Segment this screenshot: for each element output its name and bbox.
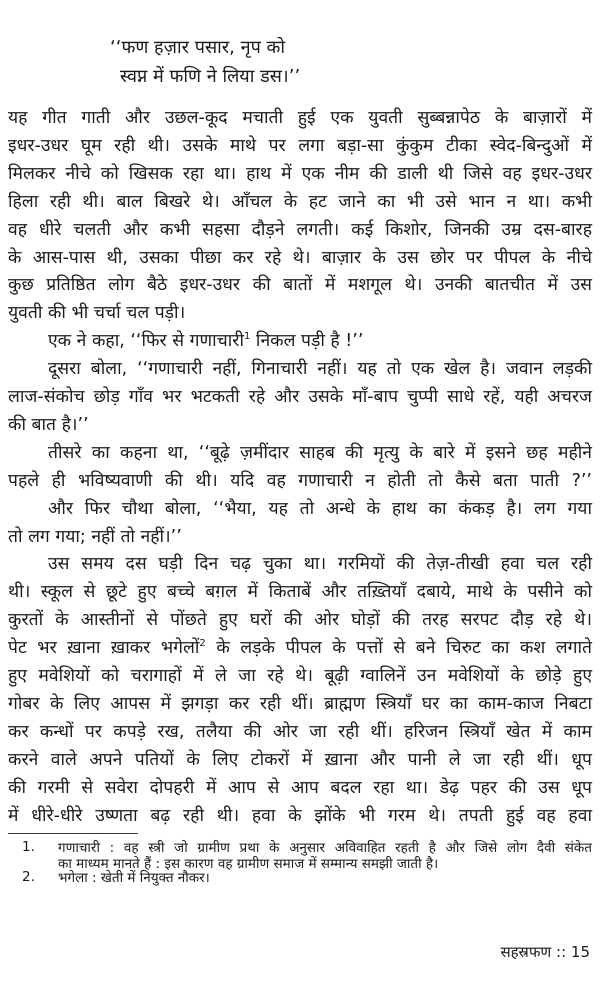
- body-line: [48, 497, 592, 523]
- body-line-text: उस समय दस घड़ी दिन चढ़ चुका था। गरमियों की तेज़-तीखी हवा चल रही: [48, 554, 592, 575]
- body-line: [8, 273, 592, 299]
- footnote-text: गणाचारी : वह स्त्री जो ग्रामीण प्रथा के अनुसार अविवाहित रहती है और जिसे लोग दैवी संकेत: [58, 840, 592, 856]
- body-line: [8, 664, 592, 690]
- body-line-text: दूसरा बोला, ‘‘गणाचारी नहीं, गिनाचारी नहीं। यह तो एक खेल है। जवान लड़की: [48, 359, 592, 380]
- body-line-text: गोबर के लिए आपस में झगड़ा कर रही थीं। ब्राह्मण स्त्रियाँ घर का काम-काज निबटा: [8, 693, 592, 714]
- body-line-text: थी। स्कूल से छूटे हुए बच्चे बग़ल में किताबें और तख़्तियाँ दबाये, माथे के पसीने को: [8, 582, 592, 603]
- body-line: [8, 106, 592, 132]
- body-line-text: के आस-पास थी, उसका पीछा कर रहे थे। बाज़ार के उस छोर पर पीपल के नीचे: [8, 247, 592, 268]
- body-line-text: कुछ प्रतिष्ठित लोग बैठे इधर-उधर की बातों में मशगूल थे। उनकी बातचीत में उस: [8, 275, 592, 296]
- body-line: [8, 692, 592, 718]
- poem-line: ‘‘फण हज़ार पसार, नृप को: [110, 37, 285, 58]
- body-line: [8, 162, 592, 188]
- body-line: [8, 385, 592, 411]
- body-line: [8, 218, 592, 244]
- body-line-text: करने वाले अपने पतियों के लिए टोकरों में ख़ाना और पानी ले जा रही थीं। धूप: [8, 749, 592, 770]
- body-line: [8, 580, 592, 606]
- body-line-text: युवती की भी चर्चा चल पड़ी।: [8, 303, 186, 324]
- body-line: [8, 804, 592, 830]
- body-line: [8, 608, 592, 634]
- body-line-text: की बात है।’’: [8, 414, 89, 435]
- body-line-text: पहले ही भविष्यवाणी की थी। यदि वह गणाचारी न होती तो कैसे बता पाती ?’’: [8, 470, 592, 491]
- body-line-text: हिला रही थी। बाल बिखरे थे। आँचल के हट जाने का भी उसे भान न था। कभी: [8, 191, 592, 212]
- body-line-text: मिलकर नीचे को खिसक रहा था। हाथ में एक नीम की डाली थी जिसे वह इधर-उधर: [8, 163, 592, 184]
- footnote-text: भगेला : खेती में नियुक्त नौकर।: [58, 870, 210, 886]
- page-number: सहस्रफण :: 15: [500, 943, 590, 961]
- body-line-text: निकल पड़ी है !’’: [250, 331, 364, 352]
- body-line: [48, 329, 592, 355]
- body-line: [48, 552, 592, 578]
- body-line-text: के लड़के पीपल के पत्तों से बने चिरुट का कश लगाते: [205, 638, 592, 659]
- body-line: [48, 357, 592, 383]
- body-line: [8, 413, 592, 439]
- footnote-text: का माध्यम मानते हैं : इस कारण वह ग्रामीण समाज में सम्मान्य समझी जाती है।: [58, 856, 439, 872]
- footnote-reference: 2: [199, 638, 206, 650]
- poem-line: स्वप्न में फणि ने लिया डस।’’: [120, 66, 301, 87]
- body-line-text: वह धीरे चलती और कभी सहसा दौड़ने लगती। कई किशोर, जिनकी उम्र दस-बारह: [8, 219, 592, 240]
- body-line-text: तीसरे का कहना था, ‘‘बूढ़े ज़मींदार साहब की मृत्यु के बारे में इसने छह महीने: [48, 442, 592, 463]
- body-line: [8, 720, 592, 746]
- body-line: [8, 190, 592, 216]
- body-line: [48, 441, 592, 467]
- body-line: [8, 246, 592, 272]
- body-line-text: तो लग गया; नहीं तो नहीं।’’: [8, 526, 182, 547]
- body-line: [8, 134, 592, 160]
- body-line-text: कर कन्धों पर कपड़े रख, तलैया की ओर जा रही थीं। हरिजन स्त्रियाँ खेत में काम: [8, 721, 592, 742]
- body-line-text: में धीरे-धीरे उष्णता बढ़ रही थी। हवा के झोंके भी गरम थे। तपती हुई वह हवा: [8, 805, 592, 826]
- body-line-text: हुए मवेशियों को चरागाहों में ले जा रहे थे। बूढ़ी ग्वालिनें उन मवेशियों के छोड़े हुए: [8, 666, 592, 686]
- body-line: [8, 525, 592, 551]
- body-line-text: एक ने कहा, ‘‘फिर से गणाचारी: [48, 331, 244, 352]
- body-line: [8, 776, 592, 802]
- body-line-text: यह गीत गाती और उछल-कूद मचाती हुई एक युवती सुब्बन्नापेठ के बाज़ारों में: [8, 108, 592, 128]
- body-line: [8, 636, 592, 662]
- body-line-text: इधर-उधर घूम रही थी। उसके माथे पर लगा बड़ा-सा कुंकुम टीका स्वेद-बिन्दुओं में: [8, 135, 592, 156]
- body-line: [8, 301, 592, 327]
- body-line-text: पेट भर ख़ाना ख़ाकर भगेलों: [8, 638, 200, 659]
- footnote-reference: 1: [243, 331, 251, 343]
- body-line-text: और फिर चौथा बोला, ‘‘भैया, यह तो अन्धे के हाथ का कंकड़ है। लग गया: [48, 498, 592, 519]
- body-line: [8, 748, 592, 774]
- body-line: [8, 469, 592, 495]
- footnote-separator: [8, 833, 138, 834]
- body-line-text: कुरतों के आस्तीनों से पोंछते हुए घरों की ओर घोड़ों की तरह सरपट दौड़ रहे थे।: [8, 610, 592, 631]
- footnote-number: 1.: [22, 839, 35, 855]
- body-line-text: की गरमी से सवेरा दोपहरी में आप से आप बदल रहा था। डेढ़ पहर की उस धूप: [8, 777, 592, 798]
- footnote-number: 2.: [22, 869, 35, 885]
- body-line-text: लाज-संकोच छोड़ गाँव भर भटकती रहे और उसके माँ-बाप चुप्पी साधे रहें, यही अचरज: [8, 387, 592, 407]
